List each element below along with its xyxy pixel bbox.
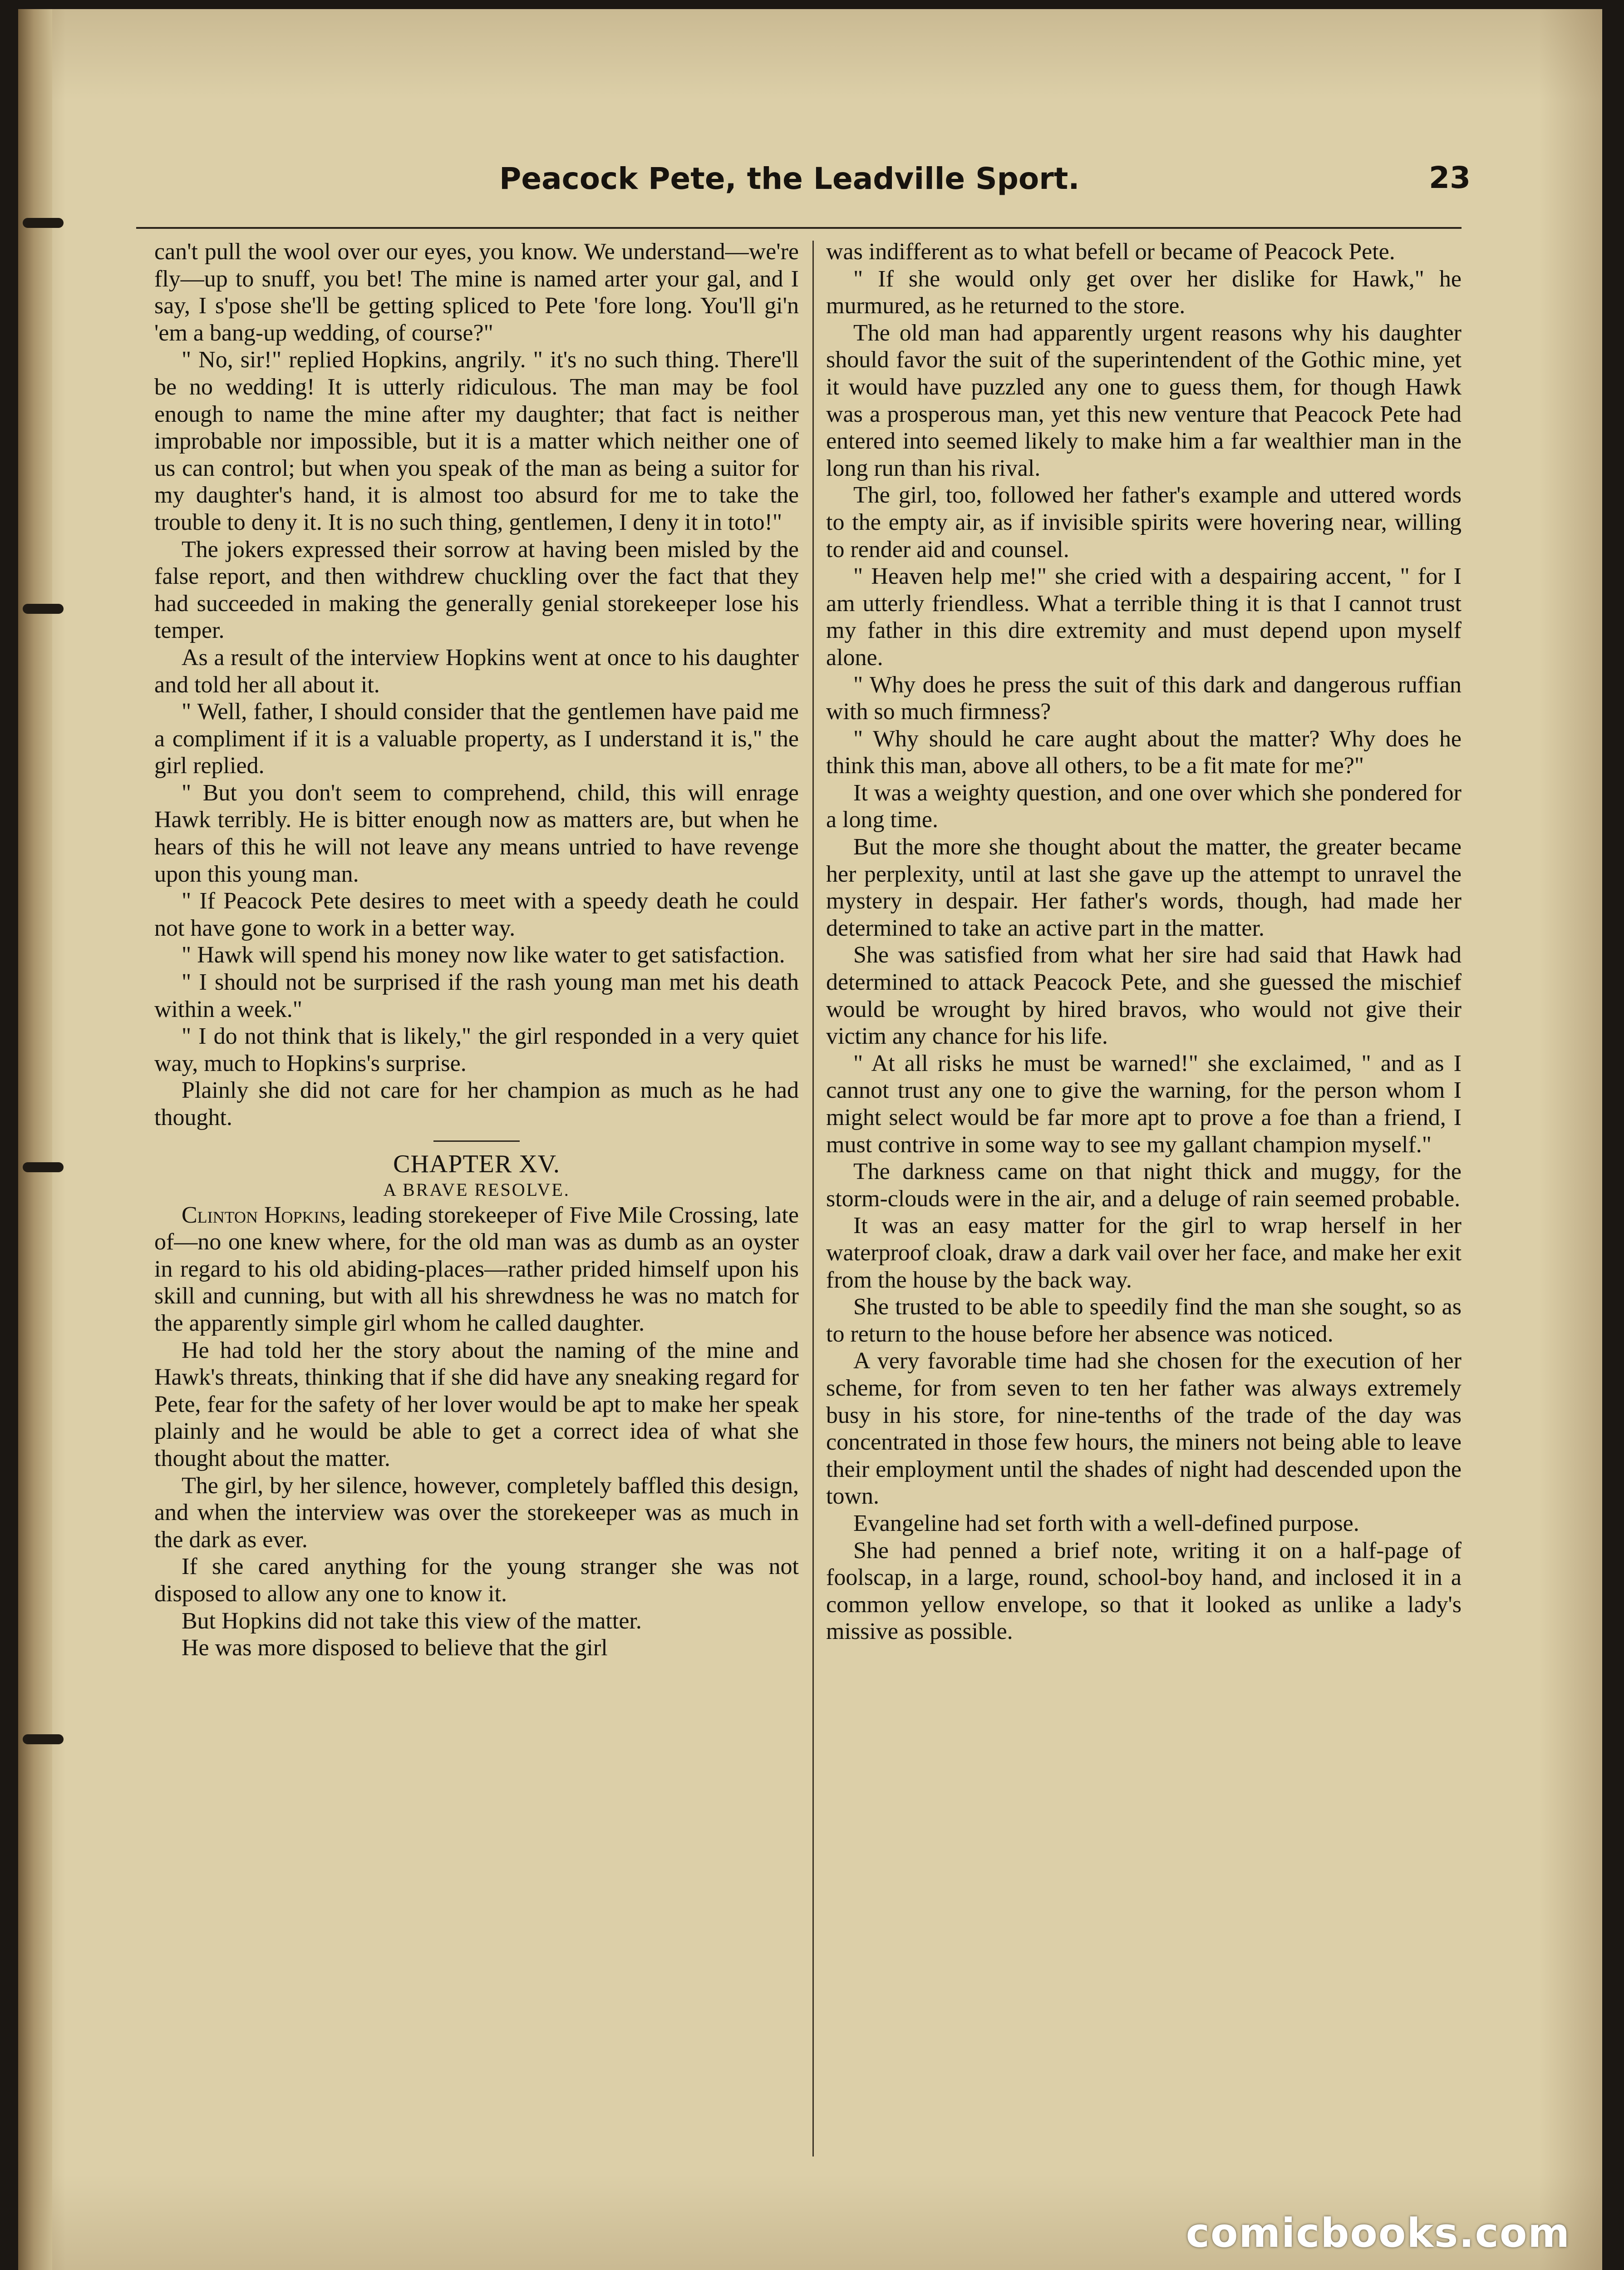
- binding-stitch: [23, 1162, 64, 1172]
- page-binding: [18, 9, 52, 2270]
- paragraph: " Why does he press the suit of this dark and dangerous ruffian with so much firmness?: [826, 671, 1462, 725]
- page-header: [163, 157, 1471, 216]
- paragraph: He had told her the story about the naming of the mine and Hawk's threats, thinking that if she did have any sneaking regard for Pete, fear for the safety of her lover would be apt to make her speak plainly and he would be able to get a correct idea of what she thought about the matter.: [154, 1337, 799, 1471]
- paragraph: " Why should he care aught about the matter? Why does he think this man, above all others, to be a fit mate for me?": [826, 725, 1462, 779]
- right-column: [826, 238, 1462, 1645]
- paragraph: " Heaven help me!" she cried with a despairing accent, " for I am utterly friendless. What a terrible thing it is that I cannot trust my father in this dire extremity and must depend upon myself alone.: [826, 563, 1462, 671]
- paragraph: The darkness came on that night thick and muggy, for the storm-clouds were in the air, and a deluge of rain seemed probable.: [826, 1159, 1462, 1212]
- paragraph: The girl, by her silence, however, completely baffled this design, and when the interview was over the storekeeper was as much in the dark as ever.: [154, 1472, 799, 1553]
- paragraph: was indifferent as to what befell or became of Peacock Pete.: [826, 239, 1395, 265]
- binding-stitch: [23, 604, 64, 614]
- running-title: Peacock Pete, the Leadville Sport.: [499, 161, 1080, 196]
- chapter-rule: [433, 1140, 520, 1142]
- magazine-page: [18, 9, 1602, 2270]
- paragraph: As a result of the interview Hopkins went at once to his daughter and told her all about it.: [154, 644, 799, 698]
- paragraph: She trusted to be able to speedily find the man she sought, so as to return to the house before her absence was noticed.: [826, 1294, 1462, 1347]
- chapter-subtitle: A BRAVE RESOLVE.: [383, 1179, 570, 1200]
- paragraph: " At all risks he must be warned!" she exclaimed, " and as I cannot trust any one to give the warning, for the person whom I might select would be far more apt to prove a foe than a friend, I must contrive in some way to see my gallant champion myself.": [826, 1050, 1462, 1158]
- chapter-title: CHAPTER XV.: [393, 1150, 560, 1178]
- chapter-opening-paragraph: [154, 1202, 799, 1337]
- paragraph: " I do not think that is likely," the girl responded in a very quiet way, much to Hopkins's surprise.: [154, 1023, 799, 1076]
- column-divider: [812, 241, 814, 2156]
- chapter-lead-name: Clinton Hopkins,: [182, 1202, 346, 1228]
- binding-stitch: [23, 218, 64, 228]
- paragraph: But the more she thought about the matter, the greater became her perplexity, until at last she gave up the attempt to unravel the mystery in despair. Her father's words, though, had made her determined to take an active part in the matter.: [826, 834, 1462, 941]
- binding-stitch: [23, 1734, 64, 1744]
- paragraph: He was more disposed to believe that the girl: [182, 1635, 608, 1661]
- paragraph: She had penned a brief note, writing it on a half-page of foolscap, in a large, round, school-boy hand, and inclosed it in a common yellow envelope, so that it looked as unlike a lady's missive as possible.: [826, 1537, 1462, 1645]
- paragraph: The girl, too, followed her father's example and uttered words to the empty air, as if invisible spirits were hovering near, willing to render aid and counsel.: [826, 482, 1462, 563]
- chapter-lead-text: leading storekeeper of Five Mile Crossing, late of—no one knew where, for the old man was as dumb as an oyster in regard to his old abiding-places—rather prided himself upon his skill and cunning, but with all his shrewdness he was no match for the apparently simple girl whom he called daughter.: [154, 1202, 799, 1336]
- page-number: 23: [1429, 160, 1471, 195]
- paragraph: " Well, father, I should consider that the gentlemen have paid me a compliment if it is a valuable property, as I understand it is," the girl replied.: [154, 699, 799, 779]
- paragraph: A very favorable time had she chosen for the execution of her scheme, for from seven to ten her father was always extremely busy in his store, for nine-tenths of the trade of the day was concentrated in those few hours, the miners not being able to leave their employment until the shades of night had descended upon the town.: [826, 1348, 1462, 1510]
- paragraph: The old man had apparently urgent reasons why his daughter should favor the suit of the superintendent of the Gothic mine, yet it would have puzzled any one to guess them, for though Hawk was a prosperous man, yet this new venture that Peacock Pete had entered into seemed likely to make him a far wealthier man in the long run than his rival.: [826, 320, 1462, 481]
- paragraph: " If Peacock Pete desires to meet with a speedy death he could not have gone to work in a better way.: [154, 888, 799, 941]
- paragraph: " No, sir!" replied Hopkins, angrily. " it's no such thing. There'll be no wedding! It is utterly ridiculous. The man may be fool enough to name the mine after my daughter; that fact is neither improbable nor impossible, but it is a matter which neither one of us can control; but when you speak of the man as being a suitor for my daughter's hand, it is almost too absurd for me to take the trouble to deny it. It is no such thing, gentlemen, I deny it in toto!": [154, 347, 799, 535]
- left-column: [154, 238, 799, 1662]
- paragraph: If she cared anything for the young stranger she was not disposed to allow any one to know it.: [154, 1554, 799, 1607]
- paragraph: " If she would only get over her dislike for Hawk," he murmured, as he returned to the store.: [826, 266, 1462, 319]
- paragraph: " Hawk will spend his money now like water to get satisfaction.: [182, 942, 785, 968]
- paragraph: It was a weighty question, and one over which she pondered for a long time.: [826, 780, 1462, 833]
- paragraph: The jokers expressed their sorrow at having been misled by the false report, and then withdrew chuckling over the fact that they had succeeded in making the generally genial storekeeper lose his temper.: [154, 536, 799, 644]
- paragraph: Evangeline had set forth with a well-defined purpose.: [853, 1510, 1359, 1536]
- paragraph: She was satisfied from what her sire had said that Hawk had determined to attack Peacock Pete, and she guessed the mischief would be wrought by hired bravos, who would not give their victim any chance for his life.: [826, 942, 1462, 1050]
- paragraph: can't pull the wool over our eyes, you know. We understand—we're fly—up to snuff, you bet! The mine is named arter your gal, and I say, I s'pose she'll be getting spliced to Pete 'fore long. You'll gi'n 'em a bang-up wedding, of course?": [154, 239, 799, 346]
- paragraph: But Hopkins did not take this view of the matter.: [182, 1608, 642, 1634]
- paragraph: " I should not be surprised if the rash young man met his death within a week.": [154, 969, 799, 1022]
- paragraph: Plainly she did not care for her champion as much as he had thought.: [154, 1077, 799, 1130]
- site-watermark: comicbooks.com: [1186, 2210, 1570, 2256]
- header-rule: [136, 227, 1462, 229]
- paragraph: It was an easy matter for the girl to wrap herself in her waterproof cloak, draw a dark vail over her face, and make her exit from the house by the back way.: [826, 1213, 1462, 1293]
- paragraph: " But you don't seem to comprehend, child, this will enrage Hawk terribly. He is bitter enough now as matters are, but when he hears of this he will not leave any means untried to have revenge upon this young man.: [154, 780, 799, 887]
